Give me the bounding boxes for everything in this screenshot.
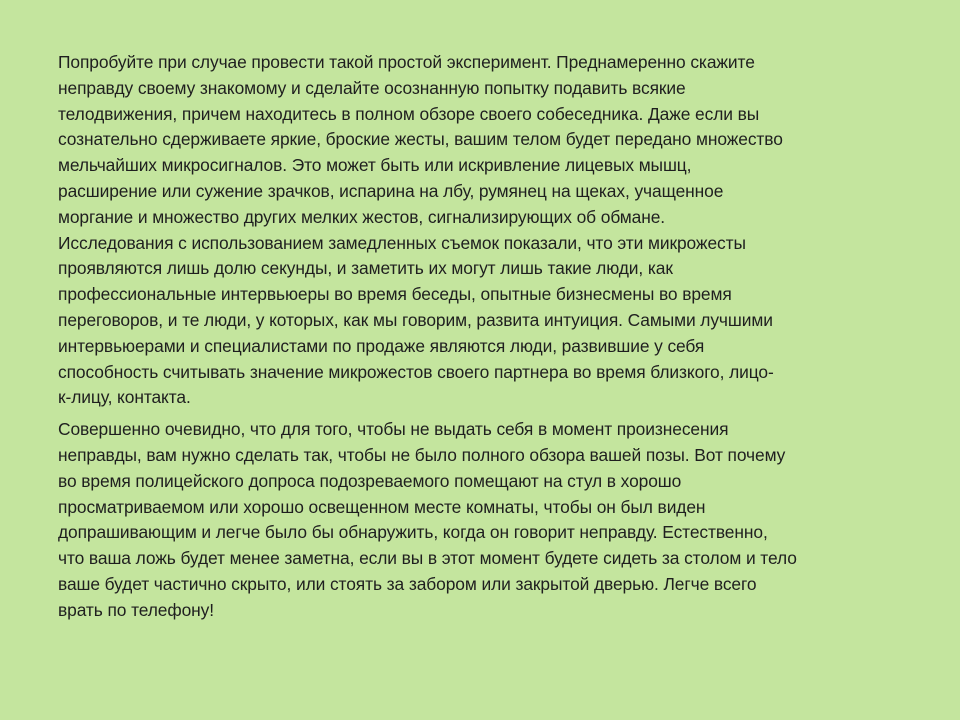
text-line: неправду своему знакомому и сделайте осознанную попытку подавить всякие [58, 77, 686, 98]
text-line: врать по телефону! [58, 599, 214, 620]
text-line: просматриваемом или хорошо освещенном месте комнаты, чтобы он был виден [58, 496, 706, 517]
text-line: к-лицу, контакта. [58, 387, 191, 408]
text-line: проявляются лишь долю секунды, и заметить их могут лишь такие люди, как [58, 258, 673, 279]
text-line: сознательно сдерживаете яркие, броские жесты, вашим телом будет передано множество [58, 129, 783, 150]
text-line: интервьюерами и специалистами по продаже являются люди, развившие у себя [58, 335, 705, 356]
text-line: профессиональные интервьюеры во время беседы, опытные бизнесмены во время [58, 284, 732, 305]
text-line: допрашивающим и легче было бы обнаружить, когда он говорит неправду. Естественно, [58, 522, 768, 543]
text-line: ваше будет частично скрыто, или стоять за забором или закрытой дверью. Легче всего [58, 573, 757, 594]
text-line: неправды, вам нужно сделать так, чтобы не было полного обзора вашей позы. Вот почему [58, 444, 786, 465]
text-line: во время полицейского допроса подозреваемого помещают на стул в хорошо [58, 470, 682, 491]
text-line: Совершенно очевидно, что для того, чтобы не выдать себя в момент произнесения [58, 419, 729, 440]
paragraph-1 [58, 50, 918, 411]
text-line: Исследования с использованием замедленных съемок показали, что эти микрожесты [58, 232, 746, 253]
text-line: моргание и множество других мелких жестов, сигнализирующих об обмане. [58, 206, 666, 227]
text-line: Попробуйте при случае провести такой простой эксперимент. Преднамеренно скажите [58, 52, 755, 72]
text-line: способность считывать значение микрожестов своего партнера во время близкого, лицо- [58, 361, 774, 382]
paragraph-2 [58, 417, 918, 623]
text-line: расширение или сужение зрачков, испарина на лбу, румянец на щеках, учащенное [58, 180, 724, 201]
text-line: телодвижения, причем находитесь в полном обзоре своего собеседника. Даже если вы [58, 103, 760, 124]
text-line: переговоров, и те люди, у которых, как мы говорим, развита интуиция. Самыми лучшими [58, 309, 773, 330]
text-line: что ваша ложь будет менее заметна, если вы в этот момент будете сидеть за столом и тело [58, 548, 797, 569]
text-line: мельчайших микросигналов. Это может быть или искривление лицевых мышц, [58, 155, 692, 176]
body-text [58, 50, 918, 624]
